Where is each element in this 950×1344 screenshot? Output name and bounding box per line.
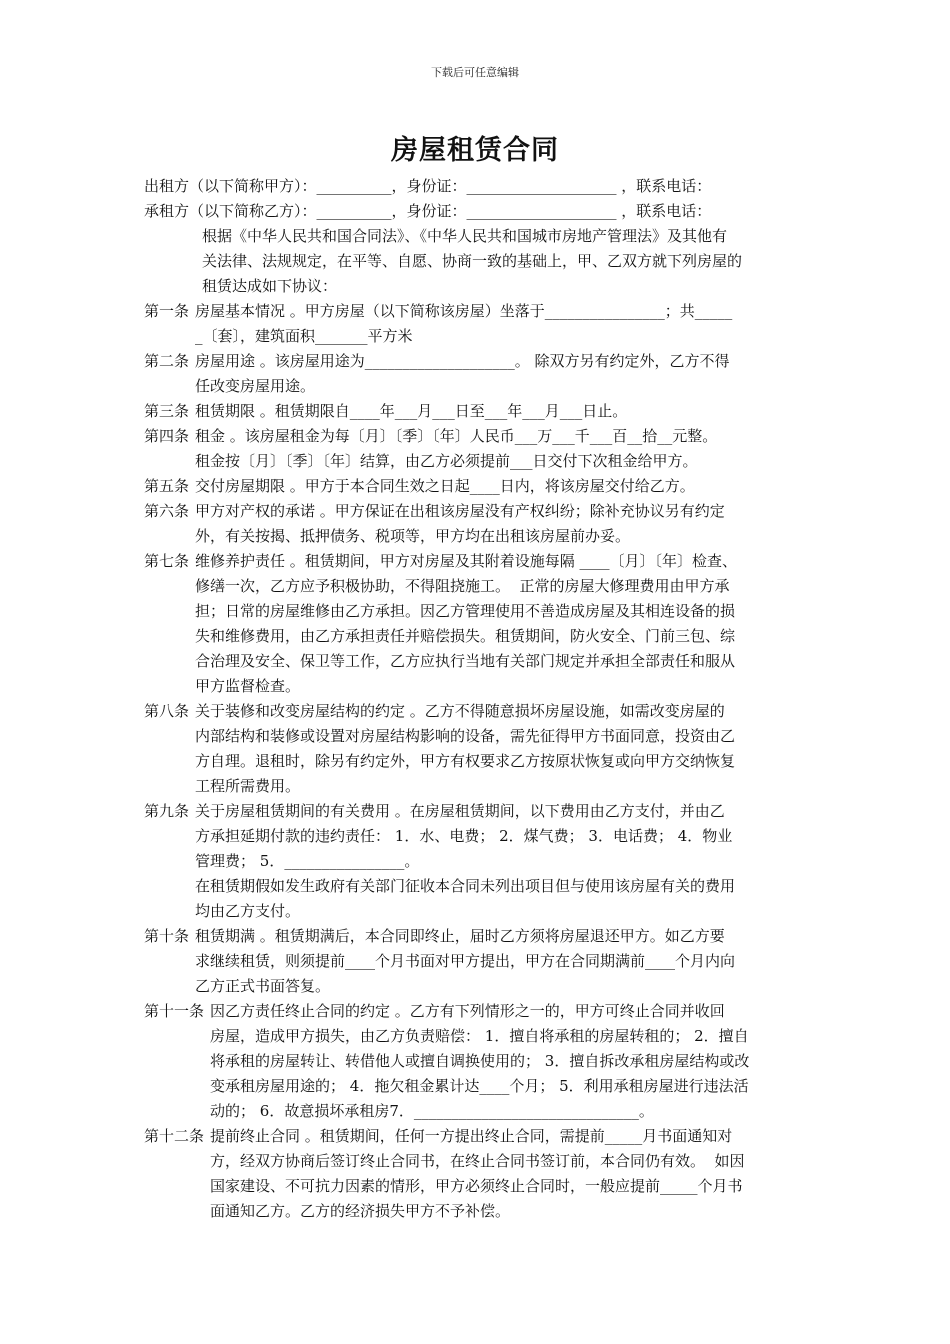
article-10 bbox=[144, 924, 814, 999]
article-line: 甲方对产权的承诺 。甲方保证在出租该房屋没有产权纠纷；除补充协议另有约定 bbox=[195, 502, 725, 520]
article-5 bbox=[144, 474, 814, 499]
article-text bbox=[195, 549, 814, 699]
article-label: 第十一条 bbox=[144, 1002, 205, 1020]
article-line: 关于房屋租赁期间的有关费用 。在房屋租赁期间，以下费用由乙方支付，并由乙 bbox=[195, 802, 725, 820]
article-line: 工程所需费用。 bbox=[195, 777, 301, 795]
article-text bbox=[195, 424, 814, 474]
document-title: 房屋租赁合同 bbox=[391, 135, 559, 166]
article-line: 租赁期满 。租赁期满后，本合同即终止，届时乙方须将房屋退还甲方。如乙方要 bbox=[195, 927, 725, 945]
article-line: 甲方监督检查。 bbox=[195, 677, 301, 695]
article-text bbox=[195, 924, 814, 999]
intro-line: 租赁达成如下协议： bbox=[202, 277, 338, 295]
article-label: 第四条 bbox=[144, 427, 190, 445]
article-label: 第一条 bbox=[144, 302, 190, 320]
article-label: 第二条 bbox=[144, 352, 190, 370]
article-1 bbox=[144, 299, 814, 349]
intro-line: 关法律、法规规定，在平等、自愿、协商一致的基础上，甲、乙双方就下列房屋的 bbox=[202, 252, 743, 270]
article-line: 将承租的房屋转让、转借他人或擅自调换使用的； 3．擅自拆改承租房屋结构或改 bbox=[210, 1052, 750, 1070]
article-line: 关于装修和改变房屋结构的约定 。乙方不得随意损坏房屋设施，如需改变房屋的 bbox=[195, 702, 725, 720]
article-12 bbox=[144, 1124, 814, 1224]
article-text bbox=[195, 474, 814, 499]
article-label: 第十二条 bbox=[144, 1127, 205, 1145]
article-line: 因乙方责任终止合同的约定 。乙方有下列情形之一的，甲方可终止合同并收回 bbox=[210, 1002, 725, 1020]
intro-line: 根据《中华人民共和国合同法》、《中华人民共和国城市房地产管理法》及其他有 bbox=[202, 227, 728, 245]
article-label: 第七条 bbox=[144, 552, 190, 570]
article-label: 第五条 bbox=[144, 477, 190, 495]
article-6 bbox=[144, 499, 814, 549]
article-text bbox=[195, 499, 814, 549]
article-8 bbox=[144, 699, 814, 799]
article-line: 担；日常的房屋维修由乙方承担。因乙方管理使用不善造成房屋及其相连设备的损 bbox=[195, 602, 736, 620]
article-line: 任改变房屋用途。 bbox=[195, 377, 316, 395]
article-line: _〔套〕，建筑面积_______平方米 bbox=[195, 327, 413, 345]
article-line: 房屋用途 。该房屋用途为____________________。 除双方另有约定外，乙方不得 bbox=[195, 352, 730, 370]
article-line: 合治理及安全、保卫等工作，乙方应执行当地有关部门规定并承担全部责任和服从 bbox=[195, 652, 736, 670]
lessee-text: 承租方（以下简称乙方）：__________，身份证：____________________ ，联系电话： bbox=[144, 202, 712, 220]
article-line: 内部结构和装修或设置对房屋结构影响的设备，需先征得甲方书面同意，投资由乙 bbox=[195, 727, 736, 745]
article-label: 第六条 bbox=[144, 502, 190, 520]
article-label: 第十条 bbox=[144, 927, 190, 945]
article-9 bbox=[144, 799, 814, 924]
article-line: 乙方正式书面答复。 bbox=[195, 977, 331, 995]
intro-paragraph bbox=[144, 224, 814, 299]
article-text bbox=[210, 1124, 814, 1224]
article-line: 房屋，造成甲方损失，由乙方负责赔偿： 1．擅自将承租的房屋转租的； 2．擅自 bbox=[210, 1027, 749, 1045]
article-line: 维修养护责任 。租赁期间，甲方对房屋及其附着设施每隔 ____〔月〕〔年〕检查、 bbox=[195, 552, 738, 570]
lessee-line bbox=[144, 199, 814, 224]
article-line: 国家建设、不可抗力因素的情形，甲方必须终止合同时，一般应提前_____个月书 bbox=[210, 1177, 743, 1195]
lessor-line bbox=[144, 174, 814, 199]
article-2 bbox=[144, 349, 814, 399]
article-line: 方，经双方协商后签订终止合同书，在终止合同书签订前，本合同仍有效。 如因 bbox=[210, 1152, 745, 1170]
article-line: 租金 。该房屋租金为每〔月〕〔季〕〔年〕人民币___万___千___百__拾__元整。 bbox=[195, 427, 718, 445]
article-line: 在租赁期假如发生政府有关部门征收本合同未列出项目但与使用该房屋有关的费用 bbox=[195, 877, 736, 895]
articles-list bbox=[144, 299, 814, 1224]
article-text bbox=[195, 399, 814, 424]
article-label: 第三条 bbox=[144, 402, 190, 420]
article-label: 第八条 bbox=[144, 702, 190, 720]
article-line: 外，有关按揭、抵押债务、税项等，甲方均在出租该房屋前办妥。 bbox=[195, 527, 631, 545]
article-line: 修缮一次，乙方应予积极协助，不得阻挠施工。 正常的房屋大修理费用由甲方承 bbox=[195, 577, 730, 595]
article-line: 提前终止合同 。租赁期间，任何一方提出终止合同，需提前_____月书面通知对 bbox=[210, 1127, 733, 1145]
article-line: 租赁期限 。租赁期限自____年___月___日至___年___月___日止。 bbox=[195, 402, 628, 420]
lessor-text: 出租方（以下简称甲方）：__________，身份证：____________________ ，联系电话： bbox=[144, 177, 712, 195]
article-4 bbox=[144, 424, 814, 474]
article-text bbox=[210, 999, 814, 1124]
article-line: 租金按〔月〕〔季〕〔年〕结算，由乙方必须提前___日交付下次租金给甲方。 bbox=[195, 452, 698, 470]
article-7 bbox=[144, 549, 814, 699]
article-line: 方承担延期付款的违约责任： 1．水、电费； 2．煤气费； 3．电话费； 4．物业 bbox=[195, 827, 733, 845]
article-11 bbox=[144, 999, 814, 1124]
article-line: 均由乙方支付。 bbox=[195, 902, 301, 920]
contract-body bbox=[144, 174, 814, 1224]
article-line: 动的； 6．故意损坏承租房7．______________________________。 bbox=[210, 1102, 654, 1120]
article-line: 面通知乙方。乙方的经济损失甲方不予补偿。 bbox=[210, 1202, 511, 1220]
article-text bbox=[195, 799, 814, 924]
article-line: 方自理。退租时，除另有约定外，甲方有权要求乙方按原状恢复或向甲方交纳恢复 bbox=[195, 752, 736, 770]
article-line: 求继续租赁，则须提前____个月书面对甲方提出，甲方在合同期满前____个月内向 bbox=[195, 952, 736, 970]
article-label: 第九条 bbox=[144, 802, 190, 820]
article-line: 交付房屋期限 。甲方于本合同生效之日起____日内，将该房屋交付给乙方。 bbox=[195, 477, 695, 495]
article-3 bbox=[144, 399, 814, 424]
article-line: 变承租房屋用途的； 4．拖欠租金累计达____个月； 5．利用承租房屋进行违法活 bbox=[210, 1077, 749, 1095]
article-line: 管理费； 5．________________。 bbox=[195, 852, 420, 870]
article-line: 房屋基本情况 。甲方房屋（以下简称该房屋）坐落于________________；共_____ bbox=[195, 302, 733, 320]
article-line: 失和维修费用，由乙方承担责任并赔偿损失。租赁期间，防火安全、门前三包、综 bbox=[195, 627, 736, 645]
article-text bbox=[195, 699, 814, 799]
header-note: 下载后可任意编辑 bbox=[431, 66, 519, 79]
article-text bbox=[195, 349, 814, 399]
article-text bbox=[195, 299, 814, 349]
